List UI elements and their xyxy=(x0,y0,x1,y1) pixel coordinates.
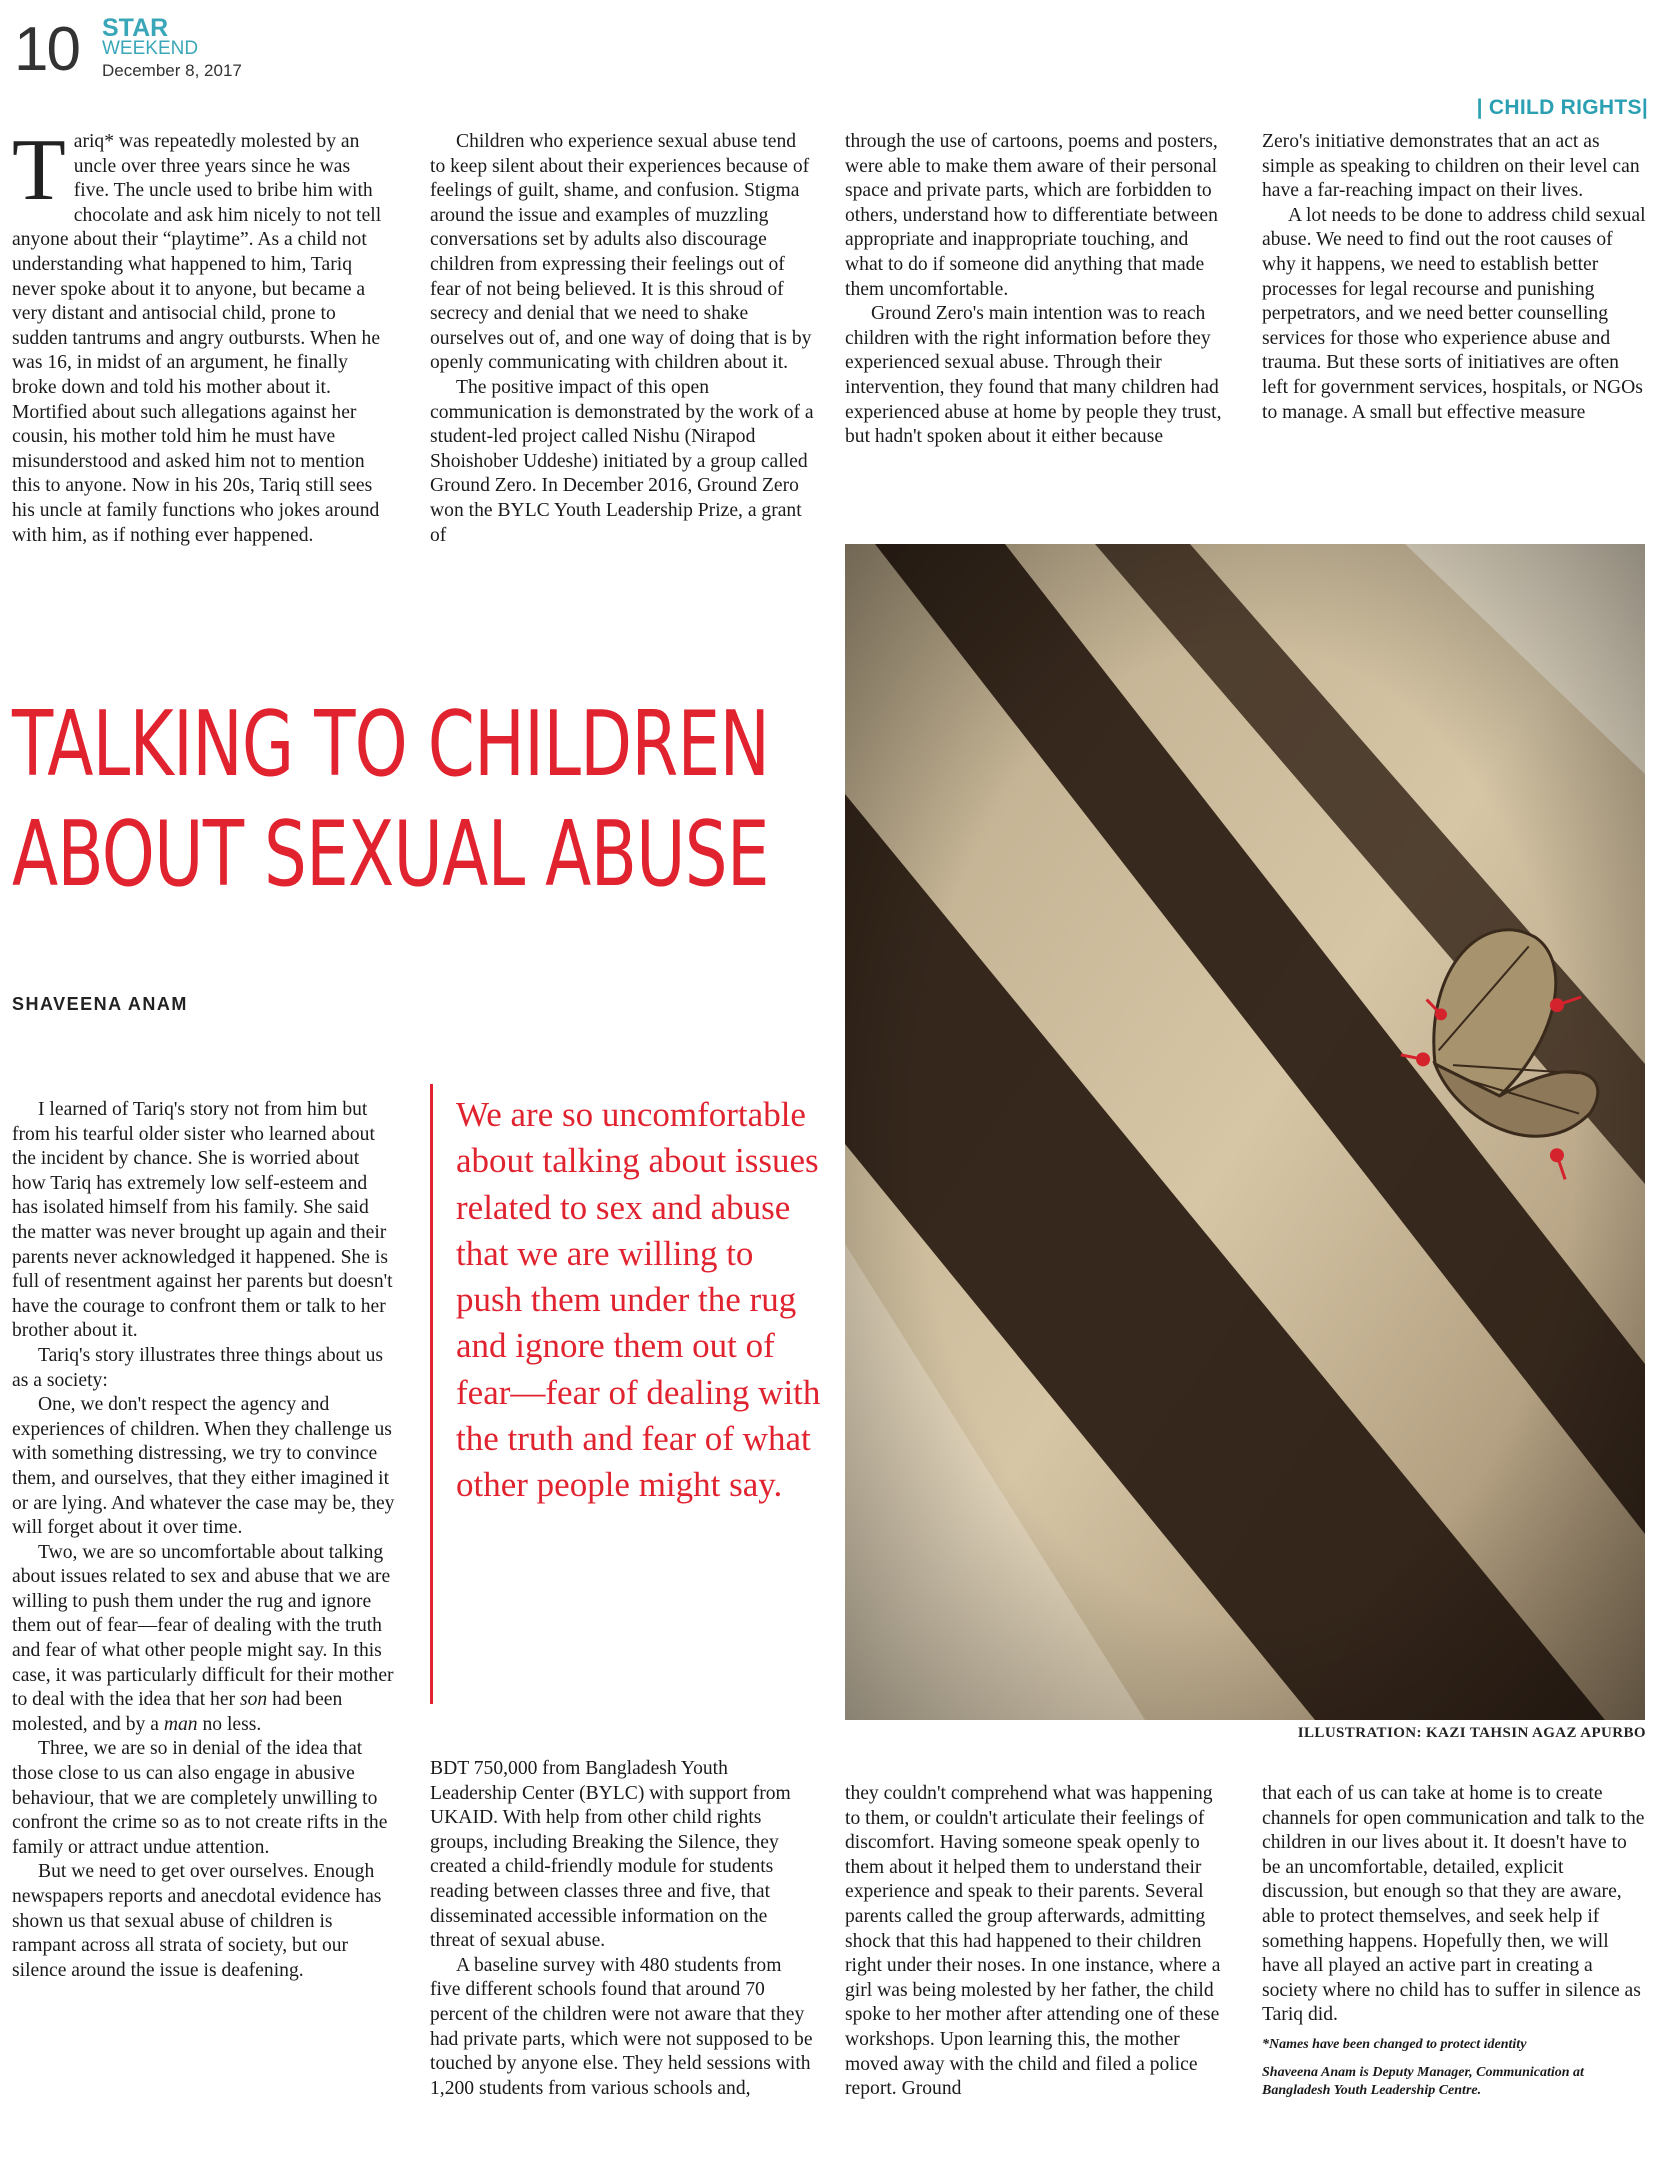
column-3-top xyxy=(845,130,1228,450)
headline-line-1: TALKING TO CHILDREN xyxy=(12,692,770,797)
paragraph: Children who experience sexual abuse tend to keep silent about their experiences because of feelings of guilt, shame, and confusion. Stigma around the issue and examples of muzzling conversations set by adults also discourage children from expressing their feelings out of fear of not being believed. It is this shroud of secrecy and denial that we need to shake ourselves out of, and one way of doing that is by openly communicating with children about it. xyxy=(430,131,812,374)
text-run: no less. xyxy=(197,1713,262,1735)
headline-line-2: ABOUT SEXUAL ABUSE xyxy=(12,802,769,907)
column-2-top xyxy=(430,130,815,548)
footnote: *Names have been changed to protect identity xyxy=(1262,2036,1527,2052)
illustration-credit: ILLUSTRATION: KAZI TAHSIN AGAZ APURBO xyxy=(1297,1725,1646,1741)
article-illustration xyxy=(845,544,1645,1720)
column-2-bottom xyxy=(430,1757,815,2101)
paragraph: they couldn't comprehend what was happening to them, or couldn't articulate their feelings of discomfort. Having someone speak openly to them about it helped them to understand their experience and speak to their parents. Several parents called the group afterwards, admitting shock that this had happened to their children right under their noses. In one instance, where a girl was being molested by her father, the child spoke to her mother after attending one of these workshops. Upon learning this, the mother moved away with the child and filed a police report. Ground xyxy=(845,1783,1221,2100)
page-number: 10 xyxy=(14,15,79,84)
paragraph: that each of us can take at home is to create channels for open communication and talk to the children in our lives about it. It doesn't have to be an uncomfortable, detailed, explicit discussion, but enough so that they are aware, able to protect themselves, and seek help if something happens. Hopefully then, we will have all played an active part in creating a society where no child has to suffer in silence as Tariq did. xyxy=(1262,1783,1645,2026)
paragraph: The positive impact of this open communication is demonstrated by the work of a student-led project called Nishu (Nirapod Shoishober Uddeshe) initiated by a group called Ground Zero. In December 2016, Ground Zero won the BYLC Youth Leadership Prize, a grant of xyxy=(430,376,814,546)
paragraph: But we need to get over ourselves. Enough newspapers reports and anecdotal evidence has shown us that sexual abuse of children is rampant across all strata of society, but our silence around the issue is deafening. xyxy=(12,1861,382,1981)
column-4-bottom xyxy=(1262,1782,1647,2100)
column-1-top xyxy=(12,122,386,548)
column-1-bottom xyxy=(12,1098,397,1983)
text-run: had been molested, and by a xyxy=(12,1689,343,1735)
section-label: | CHILD RIGHTS| xyxy=(1476,96,1648,119)
paragraph: BDT 750,000 from Bangladesh Youth Leadership Center (BYLC) with support from UKAID. With help from other child rights groups, including Breaking the Silence, they created a child-friendly module for students reading between classes three and five, that disseminated accessible information on the threat of sexual abuse. xyxy=(430,1758,791,1952)
headline xyxy=(12,690,769,910)
paragraph: Tariq's story illustrates three things about us as a society: xyxy=(12,1344,383,1391)
byline: SHAVEENA ANAM xyxy=(12,994,188,1014)
author-note: Shaveena Anam is Deputy Manager, Communication at Bangladesh Youth Leadership Centre. xyxy=(1262,2064,1584,2098)
paragraph: ariq* was repeatedly molested by an uncle over three years since he was five. The uncle used to bribe him with chocolate and ask him nicely to not tell anyone about their “playtime”. As a child not understanding what happened to him, Tariq never spoke about it to anyone, but became a very distant and antisocial child, prone to sudden tantrums and angry outbursts. When he was 16, in midst of an argument, he finally broke down and told his mother about it. Mortified about such allegations against her cousin, his mother told him he must have misunderstood and asked him not to mention this to anyone. Now in his 20s, Tariq still sees his uncle at family functions who jokes around with him, as if nothing ever happened. xyxy=(12,131,382,546)
pull-quote-rule xyxy=(430,1084,433,1704)
brand-logo: STAR xyxy=(102,14,169,42)
column-3-bottom xyxy=(845,1782,1228,2102)
paragraph: A baseline survey with 480 students from five different schools found that around 70 percent of the children were not aware that they had private parts, which were not supposed to be touched by anyone else. They held sessions with 1,200 students from various schools and, xyxy=(430,1954,813,2099)
illustration-artwork xyxy=(845,544,1645,1720)
pull-quote: We are so uncomfortable about talking about issues related to sex and abuse that we are willing to push them under the rug and ignore them out of fear—fear of dealing with the truth and fear of what other people might say. xyxy=(456,1095,821,1505)
paragraph: Three, we are so in denial of the idea that those close to us can also engage in abusive behaviour, that we are completely unwilling to confront the crime so as to not create rifts in the family or attract undue attention. xyxy=(12,1738,388,1858)
column-4-top xyxy=(1262,130,1647,425)
emphasis: man xyxy=(163,1713,198,1735)
paragraph: Ground Zero's main intention was to reach children with the right information before they experienced sexual abuse. Through their intervention, they found that many children had experienced abuse at home by people they trust, but hadn't spoken about it either because xyxy=(845,303,1222,448)
emphasis: son xyxy=(239,1689,268,1711)
paragraph: through the use of cartoons, poems and posters, were able to make them aware of their personal space and private parts, which are forbidden to others, understand how to differentiate between appropriate and inappropriate touching, and what to do if someone did anything that made them uncomfortable. xyxy=(845,131,1218,300)
dropcap: T xyxy=(12,122,66,219)
paragraph: Zero's initiative demonstrates that an act as simple as speaking to children on their level can have a far-reaching impact on their lives. xyxy=(1262,131,1640,202)
paragraph: I learned of Tariq's story not from him but from his tearful older sister who learned about the incident by chance. She is worried about how Tariq has extremely low self-esteem and has isolated himself from his family. She said the matter was never brought up again and their parents never acknowledged it happened. She is full of resentment against her parents but doesn't have the courage to confront them or talk to her brother about it. xyxy=(12,1099,393,1342)
text-run: Two, we are so uncomfortable about talking about issues related to sex and abuse that we are willing to push them under the rug and ignore them out of fear—fear of dealing with the truth and fear of what other people might say. In this case, it was particularly difficult for their mother to deal with the idea that her xyxy=(12,1541,394,1711)
issue-date: December 8, 2017 xyxy=(102,61,242,80)
paragraph: A lot needs to be done to address child sexual abuse. We need to find out the root causes of why it happens, we need to establish better processes for legal recourse and punishing perpetrators, and we need better counselling services for those who experience abuse and trauma. But these sorts of initiatives are often left for government services, hospitals, or NGOs to manage. A small but effective measure xyxy=(1262,204,1646,423)
brand-subtitle: WEEKEND xyxy=(102,38,199,59)
paragraph xyxy=(12,1541,397,1738)
paragraph: One, we don't respect the agency and experiences of children. When they challenge us with something distressing, we try to convince them, and ourselves, that they either imagined it or are lying. And whatever the case may be, they will forget about it over time. xyxy=(12,1394,395,1539)
